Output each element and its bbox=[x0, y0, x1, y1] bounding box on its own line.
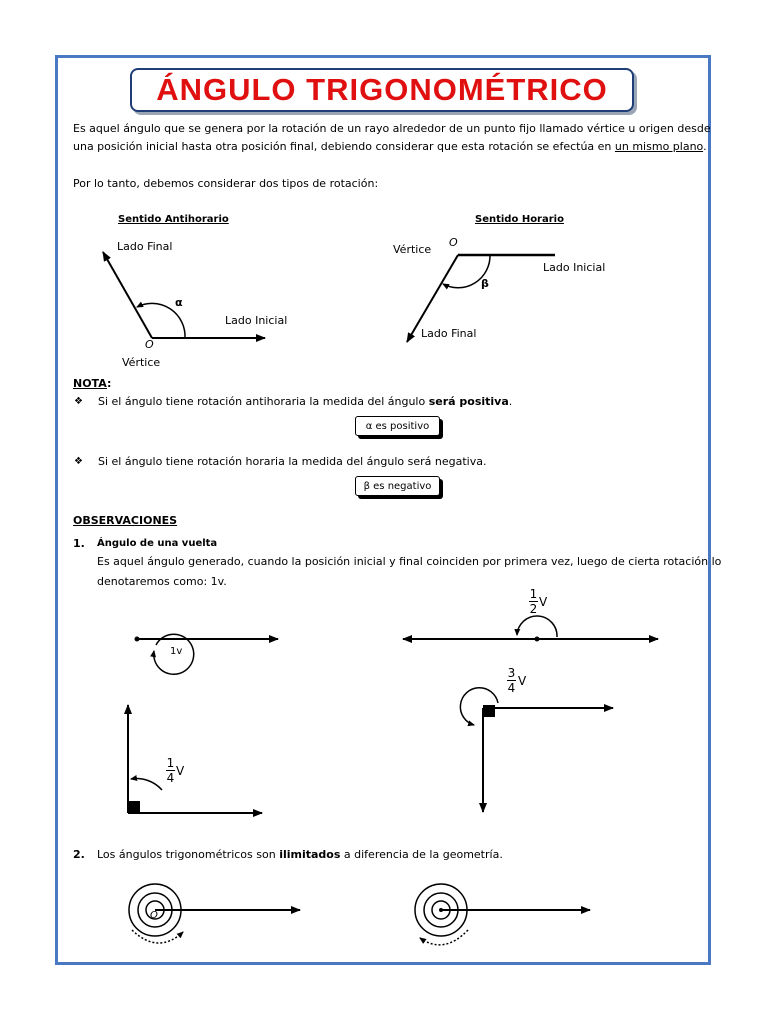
observaciones-heading: OBSERVACIONES bbox=[73, 514, 178, 527]
horario-lado-inicial: Lado Inicial bbox=[543, 261, 606, 274]
nota-item-2: Si el ángulo tiene rotación horaria la medida del ángulo será negativa. bbox=[98, 455, 487, 468]
one-turn-circle bbox=[154, 634, 194, 674]
alpha-arc bbox=[137, 303, 185, 338]
horario-final-side bbox=[407, 255, 458, 342]
three-quarter-right-angle-mark bbox=[483, 705, 495, 717]
antihorario-heading: Sentido Antihorario bbox=[118, 214, 229, 225]
quarter-turn-arc bbox=[131, 779, 162, 790]
sera-positiva-bold: será positiva bbox=[428, 395, 509, 408]
quarter-num: 1 bbox=[166, 756, 175, 770]
obs-number-2: 2. bbox=[73, 848, 85, 861]
quarter-turn-right-angle-mark bbox=[128, 801, 140, 813]
half-den: 2 bbox=[529, 602, 538, 616]
beta-label: β bbox=[481, 277, 489, 290]
antihorario-lado-final: Lado Final bbox=[117, 240, 173, 253]
spiral-origin: O bbox=[150, 910, 158, 921]
beta-arc bbox=[443, 255, 490, 288]
obs-1-line-2: denotaremos como: 1v. bbox=[97, 575, 227, 588]
half-turn-vertex-dot bbox=[535, 637, 540, 642]
antihorario-final-side bbox=[103, 252, 152, 338]
one-turn-label: 1v bbox=[170, 646, 183, 657]
half-turn-unit: V bbox=[539, 595, 548, 609]
beta-negative-box: β es negativo bbox=[355, 476, 440, 496]
horario-lado-final: Lado Final bbox=[421, 327, 477, 340]
intro-line-1: Es aquel ángulo que se genera por la rotación de un rayo alrededor de un punto fijo llamado vértice u origen desde bbox=[73, 122, 711, 135]
diamond-bullet-icon: ❖ bbox=[74, 396, 83, 407]
quarter-turn-unit: V bbox=[176, 764, 185, 778]
obs-1-line-1: Es aquel ángulo generado, cuando la posición inicial y final coinciden por primera vez, luego de cierta rotación lo bbox=[97, 555, 722, 568]
nota-colon: : bbox=[106, 377, 112, 390]
three-quarter-turn-unit: V bbox=[518, 674, 527, 688]
alpha-positive-box: α es positivo bbox=[355, 416, 440, 436]
antihorario-origin: O bbox=[145, 338, 154, 351]
quarter-den: 4 bbox=[166, 771, 175, 785]
three-quarter-num: 3 bbox=[507, 666, 516, 680]
intro-line-3: Por lo tanto, debemos considerar dos tipos de rotación: bbox=[73, 177, 379, 190]
antihorario-vertice: Vértice bbox=[122, 356, 161, 369]
horario-heading: Sentido Horario bbox=[475, 214, 564, 225]
obs-2-text-c: a diferencia de la geometría. bbox=[340, 848, 503, 861]
antihorario-lado-inicial: Lado Inicial bbox=[225, 314, 288, 327]
nota-item-1-text: Si el ángulo tiene rotación antihoraria la medida del ángulo bbox=[98, 395, 429, 408]
alpha-label: α bbox=[175, 296, 183, 309]
ilimitados-bold: ilimitados bbox=[279, 848, 341, 861]
half-num: 1 bbox=[529, 587, 538, 601]
mismo-plano-underlined: un mismo plano bbox=[614, 140, 704, 153]
spiral-2-center-dot bbox=[439, 908, 443, 912]
intro-line-2-end: . bbox=[703, 140, 707, 153]
intro-line-2-text: una posición inicial hasta otra posición final, debiendo considerar que esta rotación se efectúa en bbox=[73, 140, 615, 153]
nota-heading-text: NOTA bbox=[73, 377, 107, 390]
diamond-bullet-icon: ❖ bbox=[74, 456, 83, 467]
horario-vertice: Vértice bbox=[393, 243, 432, 256]
page-title: ÁNGULO TRIGONOMÉTRICO bbox=[130, 68, 634, 112]
half-turn-arc bbox=[517, 616, 557, 637]
obs-1-title: Ángulo de una vuelta bbox=[97, 538, 218, 549]
horario-origin: O bbox=[449, 236, 458, 249]
one-turn-vertex-dot bbox=[135, 637, 140, 642]
three-quarter-den: 4 bbox=[507, 681, 516, 695]
obs-2-text-a: Los ángulos trigonométricos son bbox=[97, 848, 280, 861]
obs-number-1: 1. bbox=[73, 537, 85, 550]
nota-item-1-end: . bbox=[508, 395, 513, 408]
